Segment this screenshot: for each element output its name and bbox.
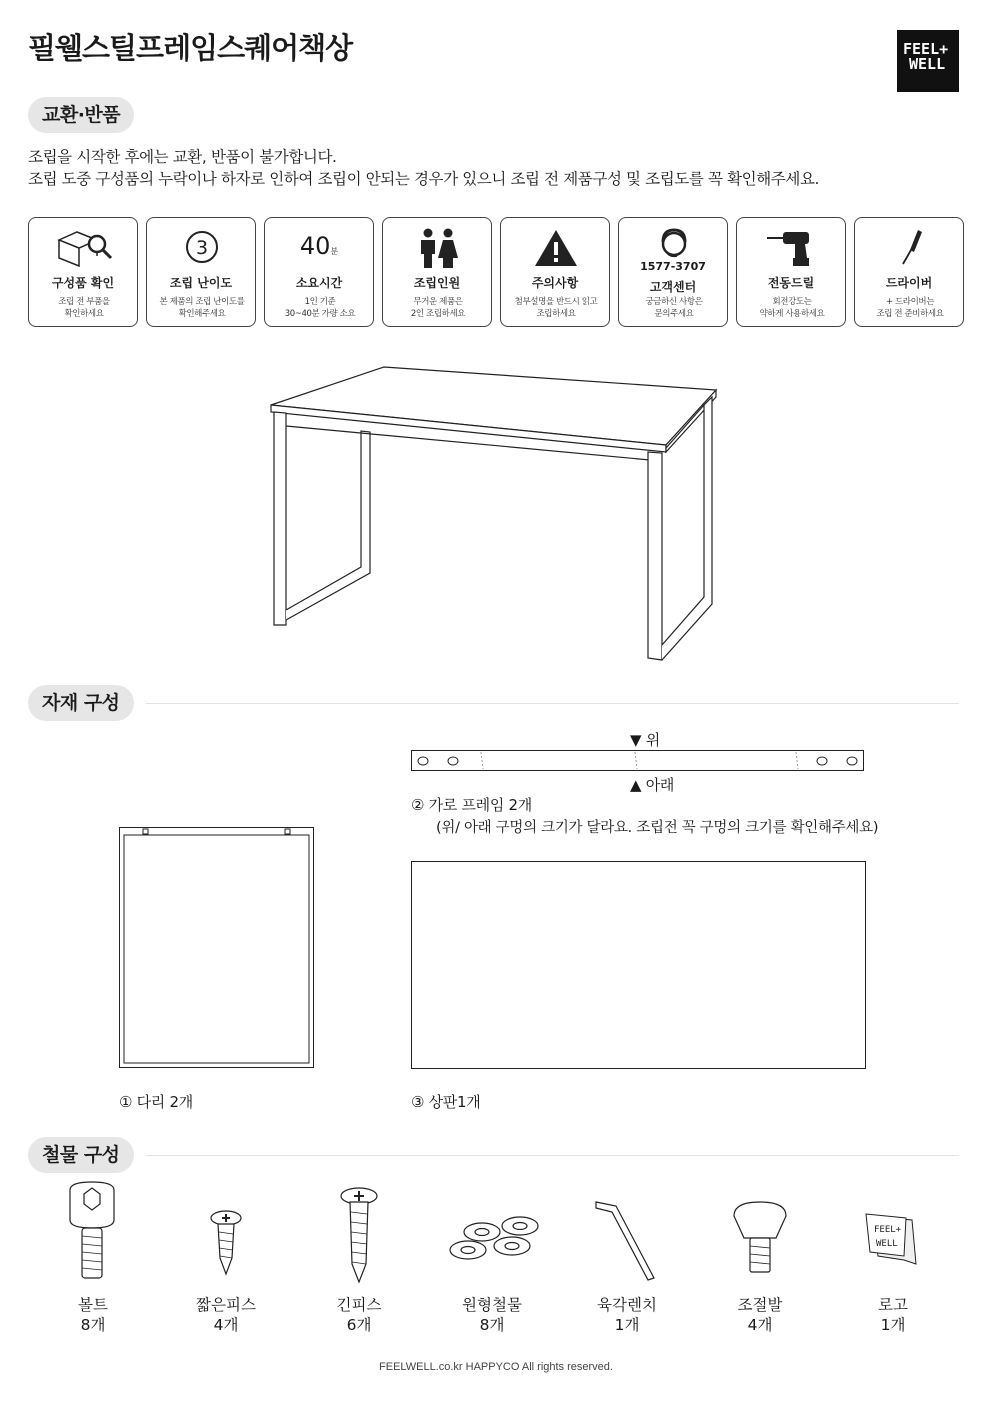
adjustable-foot-icon [734,1202,786,1272]
info-card-label: 조립 난이도 [169,276,233,290]
hardware-divider [146,1155,959,1156]
info-card-label: 주의사항 [531,276,579,290]
horizontal-frame-drawing [411,750,865,772]
info-card-label: 고객센터 [649,280,697,294]
info-card-desc: 궁금하신 사항은 문의주세요 [645,297,703,319]
svg-text:FEEL+: FEEL+ [874,1225,902,1235]
footer-copyright: FEELWELL.co.kr HAPPYCO All rights reserved. [379,1361,613,1373]
part-2-label: ② 가로 프레임 2개 [411,796,532,814]
page-title: 필웰스틸프레임스퀘어책상 [28,31,353,65]
info-card-desc: 1인 기준 30~40분 가량 소요 [284,297,356,319]
hardware-icons [0,1180,992,1290]
logo-line-1: FEEL+ [903,40,949,58]
hex-wrench-icon [596,1202,654,1280]
parts-divider [146,703,959,704]
info-card-label: 조립인원 [413,276,461,290]
info-card-label: 소요시간 [295,276,343,290]
down-label: ▲ 아래 [630,776,675,794]
info-card-desc: 첨부설명을 반드시 읽고 조립하세요 [514,297,598,319]
short-screw-icon [211,1211,241,1274]
info-card-label: 전동드릴 [767,276,815,290]
level-number: 3 [195,237,209,259]
tabletop-drawing [411,861,867,1070]
part-3-label: ③ 상판1개 [411,1093,481,1111]
bolt-icon [70,1182,114,1278]
hardware-item: 긴피스 6개 [336,1296,382,1334]
svg-text:WELL: WELL [876,1239,898,1249]
info-card-desc: 회전강도는 약하게 사용하세요 [759,297,825,319]
info-card-desc: + 드라이버는 조립 전 준비하세요 [876,297,944,319]
part-1-label: ① 다리 2개 [119,1093,193,1111]
notice-line-2: 조립 도중 구성품의 누락이나 하자로 인하여 조립이 안되는 경우가 있으니 조립 전 제품구성 및 조립도를 꼭 확인해주세요. [28,170,820,188]
parts-heading: 자재 구성 [28,685,134,721]
exchange-heading: 교환·반품 [28,97,134,133]
hardware-item: 조절발 4개 [737,1296,783,1334]
desk-illustration [0,0,992,700]
helpline-phone: 1577-3707 [640,260,706,273]
time-unit: 분 [330,247,339,256]
logo-line-2: WELL [909,55,946,73]
info-card-desc: 본 제품의 조립 난이도를 확인해주세요 [159,297,245,319]
info-card-label: 드라이버 [885,276,933,290]
logo-tag-icon [866,1214,916,1264]
part-2-note: (위/ 아래 구멍의 크기가 달라요. 조립전 꼭 구멍의 크기를 확인해주세요) [436,820,879,836]
info-card-desc: 조립 전 부품을 확인하세요 [58,297,110,319]
notice-line-1: 조립을 시작한 후에는 교환, 반품이 불가합니다. [28,148,337,166]
hardware-item: 로고 1개 [878,1296,908,1334]
hardware-item: 육각렌치 1개 [597,1296,657,1334]
hardware-item: 볼트 8개 [78,1296,108,1334]
hardware-heading: 철물 구성 [28,1137,134,1173]
info-card-desc: 무거운 제품은 2인 조립하세요 [410,297,466,319]
washer-icon [450,1217,538,1259]
time-value: 40 [299,232,331,260]
hardware-item: 원형철물 8개 [462,1296,522,1334]
info-card-label: 구성품 확인 [51,276,115,290]
long-screw-icon [341,1188,377,1282]
leg-frame-drawing [119,827,315,1069]
up-label: ▼ 위 [630,731,660,749]
hardware-item: 짧은피스 4개 [196,1296,256,1334]
